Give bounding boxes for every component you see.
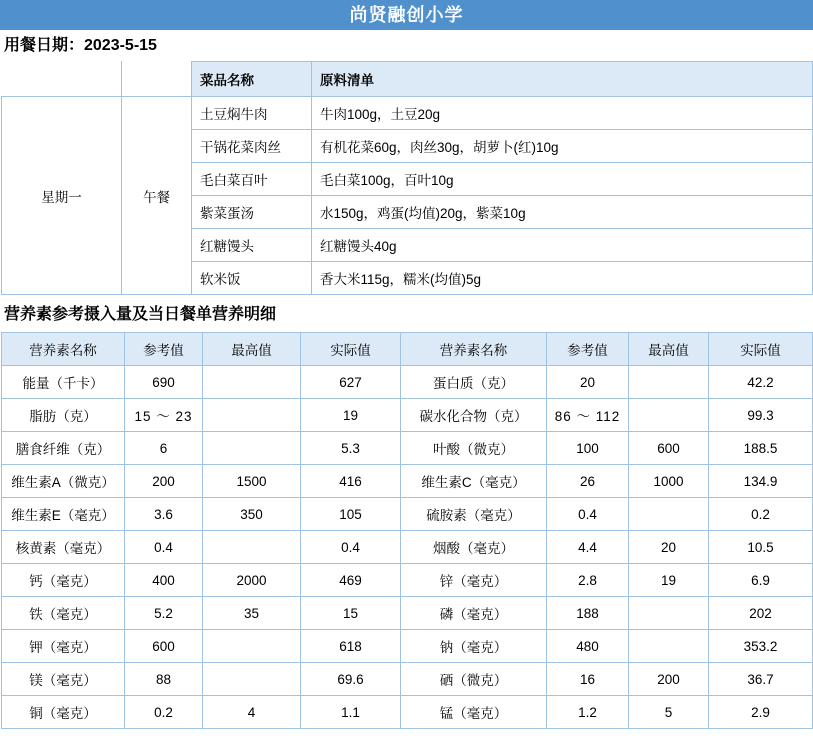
nutrient-max: 5 bbox=[629, 696, 709, 729]
nutrient-max: 4 bbox=[203, 696, 301, 729]
nutrient-reference: 26 bbox=[547, 465, 629, 498]
dish-ingredients: 牛肉100g，土豆20g bbox=[312, 97, 813, 130]
nutrient-reference: 690 bbox=[125, 366, 203, 399]
nutrition-header-actual-left: 实际值 bbox=[301, 333, 401, 366]
nutrient-name: 铜（毫克） bbox=[2, 696, 125, 729]
nutrient-name: 锰（毫克） bbox=[401, 696, 547, 729]
nutrient-max: 1000 bbox=[629, 465, 709, 498]
nutrition-table bbox=[1, 332, 813, 729]
nutrient-reference: 0.4 bbox=[547, 498, 629, 531]
nutrition-header-row bbox=[2, 333, 813, 366]
nutrient-name: 维生素E（毫克） bbox=[2, 498, 125, 531]
nutrient-max bbox=[203, 432, 301, 465]
nutrient-max: 2000 bbox=[203, 564, 301, 597]
nutrient-reference: 600 bbox=[125, 630, 203, 663]
nutrient-actual: 6.9 bbox=[709, 564, 813, 597]
nutrition-header-actual-right: 实际值 bbox=[709, 333, 813, 366]
nutrient-actual: 353.2 bbox=[709, 630, 813, 663]
table-row bbox=[2, 465, 813, 498]
meal-date-label: 用餐日期：2023-5-15 bbox=[4, 37, 157, 54]
nutrient-reference: 5.2 bbox=[125, 597, 203, 630]
nutrient-reference: 400 bbox=[125, 564, 203, 597]
nutrition-header-name-right: 营养素名称 bbox=[401, 333, 547, 366]
nutrient-reference: 6 bbox=[125, 432, 203, 465]
nutrient-actual: 202 bbox=[709, 597, 813, 630]
nutrient-name: 碳水化合物（克） bbox=[401, 399, 547, 432]
nutrient-name: 蛋白质（克） bbox=[401, 366, 547, 399]
nutrient-actual: 0.4 bbox=[301, 531, 401, 564]
table-row bbox=[2, 564, 813, 597]
nutrient-name: 磷（毫克） bbox=[401, 597, 547, 630]
nutrient-actual: 627 bbox=[301, 366, 401, 399]
nutrient-actual: 2.9 bbox=[709, 696, 813, 729]
dish-name: 红糖馒头 bbox=[192, 229, 312, 262]
nutrient-max bbox=[203, 399, 301, 432]
nutrition-header-reference-left: 参考值 bbox=[125, 333, 203, 366]
table-row bbox=[2, 366, 813, 399]
table-row bbox=[2, 663, 813, 696]
dish-ingredients: 水150g，鸡蛋(均值)20g，紫菜10g bbox=[312, 196, 813, 229]
nutrient-actual: 36.7 bbox=[709, 663, 813, 696]
dish-ingredients: 红糖馒头40g bbox=[312, 229, 813, 262]
nutrient-actual: 19 bbox=[301, 399, 401, 432]
nutrient-max: 20 bbox=[629, 531, 709, 564]
nutrient-actual: 416 bbox=[301, 465, 401, 498]
nutrient-name: 钠（毫克） bbox=[401, 630, 547, 663]
nutrient-max: 350 bbox=[203, 498, 301, 531]
nutrient-max: 19 bbox=[629, 564, 709, 597]
menu-header-blank-2 bbox=[122, 62, 192, 97]
dish-name: 紫菜蛋汤 bbox=[192, 196, 312, 229]
nutrient-actual: 188.5 bbox=[709, 432, 813, 465]
nutrient-reference: 1.2 bbox=[547, 696, 629, 729]
nutrient-name: 硒（微克） bbox=[401, 663, 547, 696]
nutrient-reference: 16 bbox=[547, 663, 629, 696]
nutrient-name: 钾（毫克） bbox=[2, 630, 125, 663]
nutrient-reference: 0.4 bbox=[125, 531, 203, 564]
nutrient-name: 膳食纤维（克） bbox=[2, 432, 125, 465]
nutrient-actual: 134.9 bbox=[709, 465, 813, 498]
nutrition-section-title: 营养素参考摄入量及当日餐单营养明细 bbox=[4, 306, 277, 323]
nutrient-reference: 188 bbox=[547, 597, 629, 630]
nutrient-actual: 469 bbox=[301, 564, 401, 597]
nutrition-header-name-left: 营养素名称 bbox=[2, 333, 125, 366]
menu-header-dish-name: 菜品名称 bbox=[192, 62, 312, 97]
menu-header-row bbox=[2, 62, 813, 97]
nutrient-name: 锌（毫克） bbox=[401, 564, 547, 597]
nutrient-max bbox=[203, 366, 301, 399]
nutrient-reference: 100 bbox=[547, 432, 629, 465]
nutrient-reference: 4.4 bbox=[547, 531, 629, 564]
nutrient-max bbox=[629, 498, 709, 531]
nutrient-max: 1500 bbox=[203, 465, 301, 498]
nutrient-name: 钙（毫克） bbox=[2, 564, 125, 597]
menu-header-ingredients: 原料清单 bbox=[312, 62, 813, 97]
page-title: 尚贤融创小学 bbox=[0, 0, 813, 30]
dish-ingredients: 香大米115g，糯米(均值)5g bbox=[312, 262, 813, 295]
nutrient-reference: 2.8 bbox=[547, 564, 629, 597]
nutrient-actual: 69.6 bbox=[301, 663, 401, 696]
table-row bbox=[2, 97, 813, 130]
table-row bbox=[2, 630, 813, 663]
nutrient-reference: 3.6 bbox=[125, 498, 203, 531]
nutrient-reference: 200 bbox=[125, 465, 203, 498]
table-row bbox=[2, 531, 813, 564]
nutrient-actual: 5.3 bbox=[301, 432, 401, 465]
nutrient-name: 能量（千卡） bbox=[2, 366, 125, 399]
nutrient-actual: 10.5 bbox=[709, 531, 813, 564]
dish-ingredients: 毛白菜100g，百叶10g bbox=[312, 163, 813, 196]
nutrient-reference: 88 bbox=[125, 663, 203, 696]
dish-name: 干锅花菜肉丝 bbox=[192, 130, 312, 163]
table-row bbox=[2, 498, 813, 531]
nutrient-max bbox=[203, 630, 301, 663]
nutrient-actual: 15 bbox=[301, 597, 401, 630]
nutrition-header-reference-right: 参考值 bbox=[547, 333, 629, 366]
nutrient-max bbox=[203, 531, 301, 564]
nutrition-header-max-left: 最高值 bbox=[203, 333, 301, 366]
nutrient-name: 脂肪（克） bbox=[2, 399, 125, 432]
nutrient-name: 核黄素（毫克） bbox=[2, 531, 125, 564]
nutrient-reference: 0.2 bbox=[125, 696, 203, 729]
nutrient-max bbox=[629, 597, 709, 630]
nutrient-max bbox=[629, 630, 709, 663]
table-row bbox=[2, 597, 813, 630]
nutrient-name: 镁（毫克） bbox=[2, 663, 125, 696]
dish-name: 软米饭 bbox=[192, 262, 312, 295]
nutrient-actual: 42.2 bbox=[709, 366, 813, 399]
nutrient-actual: 99.3 bbox=[709, 399, 813, 432]
nutrient-name: 维生素C（毫克） bbox=[401, 465, 547, 498]
nutrient-max bbox=[629, 399, 709, 432]
nutrient-max: 35 bbox=[203, 597, 301, 630]
nutrient-max bbox=[629, 366, 709, 399]
nutrient-max: 200 bbox=[629, 663, 709, 696]
nutrient-actual: 0.2 bbox=[709, 498, 813, 531]
nutrient-reference: 20 bbox=[547, 366, 629, 399]
nutrient-reference: 86 ～ 112 bbox=[547, 399, 629, 432]
table-row bbox=[2, 399, 813, 432]
dish-name: 毛白菜百叶 bbox=[192, 163, 312, 196]
nutrient-max: 600 bbox=[629, 432, 709, 465]
nutrient-actual: 1.1 bbox=[301, 696, 401, 729]
menu-meal-cell: 午餐 bbox=[122, 97, 192, 295]
nutrient-reference: 480 bbox=[547, 630, 629, 663]
menu-day-cell: 星期一 bbox=[2, 97, 122, 295]
dish-name: 土豆焖牛肉 bbox=[192, 97, 312, 130]
menu-table bbox=[1, 61, 813, 295]
nutrient-reference: 15 ～ 23 bbox=[125, 399, 203, 432]
nutrient-name: 铁（毫克） bbox=[2, 597, 125, 630]
nutrition-header-max-right: 最高值 bbox=[629, 333, 709, 366]
nutrient-name: 硫胺素（毫克） bbox=[401, 498, 547, 531]
nutrient-name: 烟酸（毫克） bbox=[401, 531, 547, 564]
nutrient-name: 维生素A（微克） bbox=[2, 465, 125, 498]
nutrient-name: 叶酸（微克） bbox=[401, 432, 547, 465]
nutrient-max bbox=[203, 663, 301, 696]
nutrient-actual: 618 bbox=[301, 630, 401, 663]
table-row bbox=[2, 696, 813, 729]
dish-ingredients: 有机花菜60g，肉丝30g，胡萝卜(红)10g bbox=[312, 130, 813, 163]
menu-header-blank-1 bbox=[2, 62, 122, 97]
nutrient-actual: 105 bbox=[301, 498, 401, 531]
table-row bbox=[2, 432, 813, 465]
